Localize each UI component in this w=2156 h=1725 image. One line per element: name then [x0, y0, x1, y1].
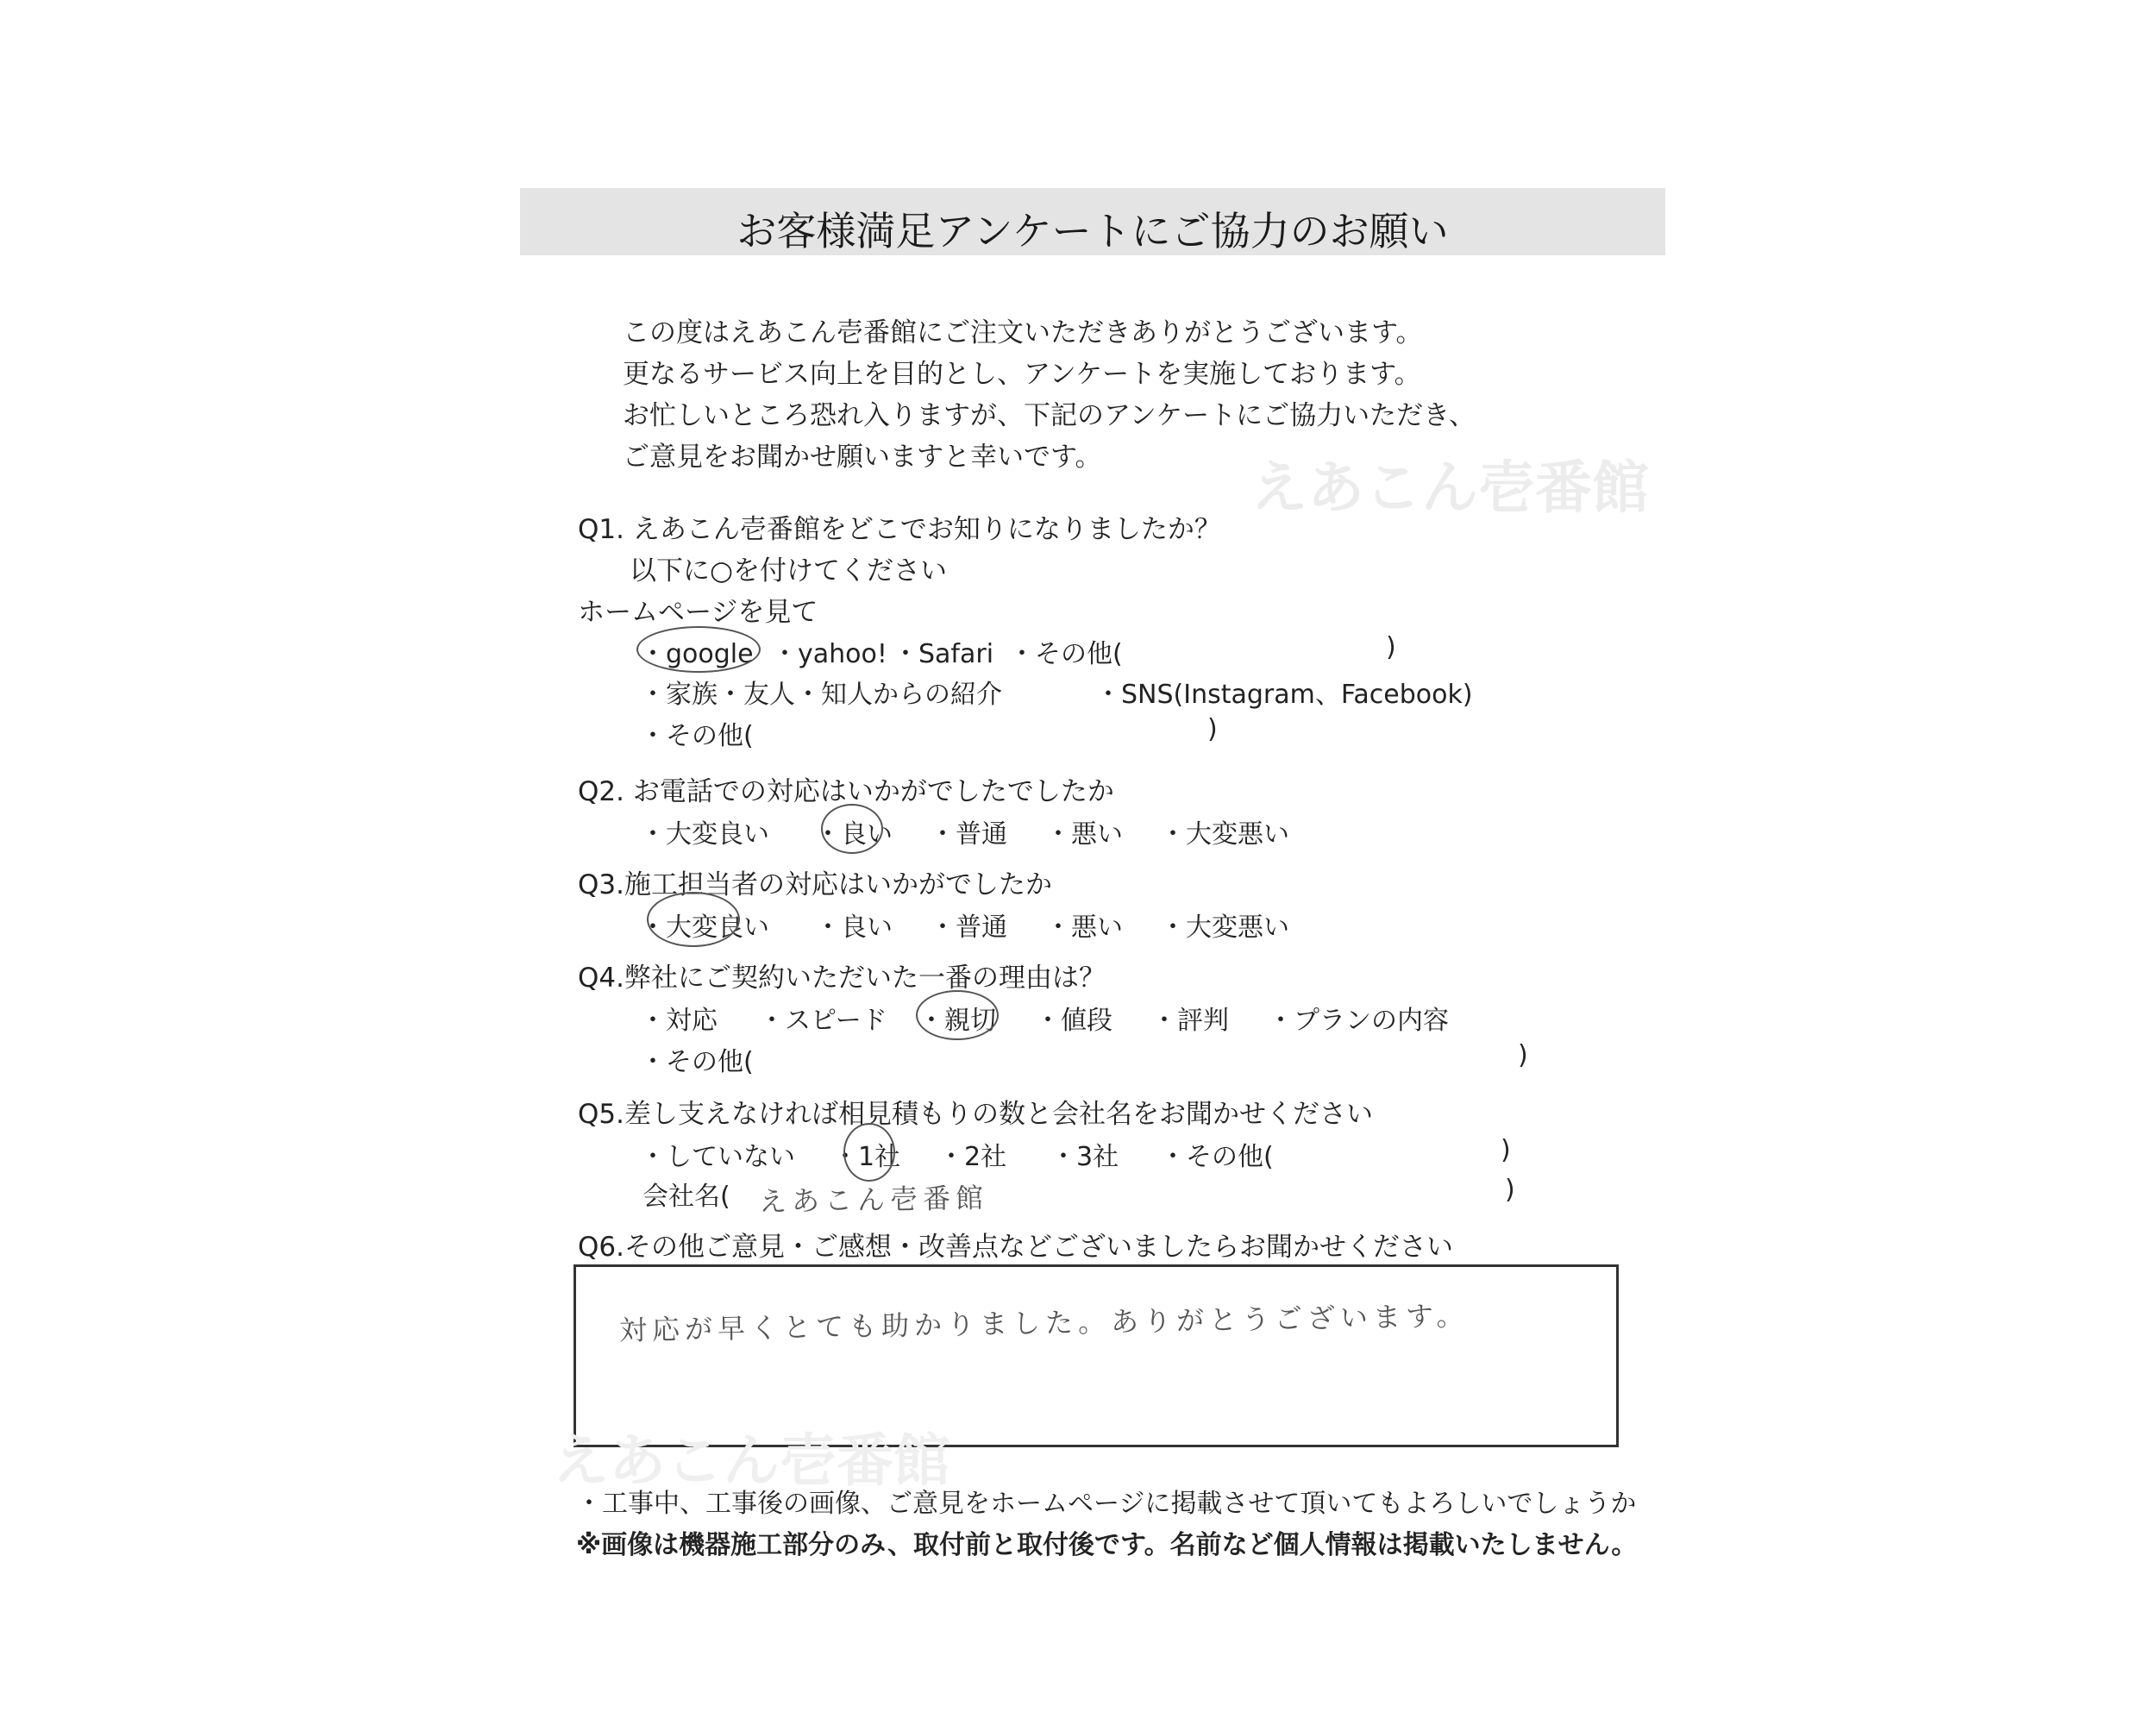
q4-option-other[interactable]: ・その他( [640, 1047, 754, 1077]
q4-title: Q4.弊社にご契約いただいた一番の理由は？ [578, 963, 1106, 994]
intro-line-2: 更なるサービス向上を目的とし、アンケートを実施しております。 [623, 359, 1421, 390]
q3-very-good-circle [647, 892, 740, 947]
watermark-bottom: えあこん壱番館 [552, 1427, 950, 1494]
q4-option-kindness[interactable]: ・親切 [918, 1006, 996, 1036]
q4-kindness-circle [916, 990, 999, 1040]
q3-option-bad[interactable]: ・悪い [1045, 913, 1123, 943]
q2-option-good[interactable]: ・良い [815, 819, 893, 850]
q1-instruction: 以下に○を付けてください [630, 555, 948, 586]
q4-option-speed[interactable]: ・スピード [759, 1006, 887, 1036]
q5-company-value[interactable]: えあこん壱番館 [758, 1181, 989, 1219]
watermark-top: えあこん壱番館 [1250, 455, 1649, 521]
q1-other-close: ) [1207, 714, 1218, 744]
q2-option-normal[interactable]: ・普通 [930, 819, 1007, 850]
q2-option-very-good[interactable]: ・大変良い [640, 819, 769, 850]
q3-title: Q3.施工担当者の対応はいかがでしたか [578, 869, 1052, 900]
q5-option-two[interactable]: ・2社 [938, 1142, 1007, 1172]
q1-option-yahoo[interactable]: ・yahoo! [772, 639, 887, 669]
q3-option-normal[interactable]: ・普通 [930, 913, 1007, 943]
q5-company-label: 会社名( [642, 1182, 730, 1212]
q5-other-close: ) [1501, 1135, 1511, 1165]
q5-option-one[interactable]: ・1社 [832, 1142, 901, 1172]
q5-company-close: ) [1505, 1175, 1515, 1205]
q6-title: Q6.その他ご意見・ご感想・改善点などございましたらお聞かせください [578, 1232, 1453, 1263]
q4-other-close: ) [1518, 1040, 1528, 1070]
q5-one-circle [843, 1123, 895, 1182]
footer-question: ・工事中、工事後の画像、ご意見をホームページに掲載させて頂いてもよろしいでしょうか [576, 1489, 1637, 1519]
page-title: お客様満足アンケートにご協力のお願い [736, 208, 1449, 254]
intro-line-3: お忙しいところ恐れ入りますが、下記のアンケートにご協力いただき、 [623, 400, 1476, 431]
q5-title: Q5.差し支えなければ相見積もりの数と会社名をお聞かせください [578, 1099, 1373, 1130]
intro-line-1: この度はえあこん壱番館にご注文いただきありがとうございます。 [623, 317, 1423, 348]
q6-answer-text: 対応が早くとても助かりました。ありがとうございます。 [618, 1299, 1470, 1347]
q3-option-very-bad[interactable]: ・大変悪い [1160, 913, 1289, 943]
q5-option-none[interactable]: ・していない [640, 1142, 795, 1172]
q2-option-very-bad[interactable]: ・大変悪い [1160, 819, 1289, 850]
q1-google-circle [636, 626, 761, 673]
q4-option-plan[interactable]: ・プランの内容 [1268, 1006, 1449, 1036]
q2-title: Q2. お電話での対応はいかがでしたでしたか [578, 776, 1114, 807]
intro-line-4: ご意見をお聞かせ願いますと幸いです。 [623, 442, 1102, 473]
q4-option-price[interactable]: ・値段 [1035, 1006, 1112, 1036]
q1-other-web-close: ) [1386, 632, 1396, 662]
q1-option-google[interactable]: ・google [640, 639, 754, 669]
q2-option-bad[interactable]: ・悪い [1045, 819, 1123, 850]
q5-option-other[interactable]: ・その他( [1160, 1142, 1274, 1172]
q1-option-other[interactable]: ・その他( [640, 721, 754, 751]
q1-option-safari[interactable]: ・Safari [893, 639, 994, 669]
q3-option-good[interactable]: ・良い [815, 913, 893, 943]
q4-option-response[interactable]: ・対応 [640, 1006, 718, 1036]
q1-option-family[interactable]: ・家族・友人・知人からの紹介 [640, 680, 1002, 710]
q4-option-reputation[interactable]: ・評判 [1151, 1006, 1229, 1036]
title-bar [520, 188, 1665, 255]
q1-title: Q1. えあこん壱番館をどこでお知りになりましたか？ [578, 514, 1221, 545]
q5-option-three[interactable]: ・3社 [1050, 1142, 1119, 1172]
q1-option-other-web[interactable]: ・その他( [1009, 639, 1123, 669]
footer-note: ※画像は機器施工部分のみ、取付前と取付後です。名前など個人情報は掲載いたしません。 [576, 1530, 1638, 1560]
q1-option-sns[interactable]: ・SNS(Instagram、Facebook) [1095, 680, 1473, 710]
q2-good-circle [821, 804, 883, 854]
q1-subheading: ホームページを見て [578, 597, 818, 628]
q3-option-very-good[interactable]: ・大変良い [640, 913, 769, 943]
